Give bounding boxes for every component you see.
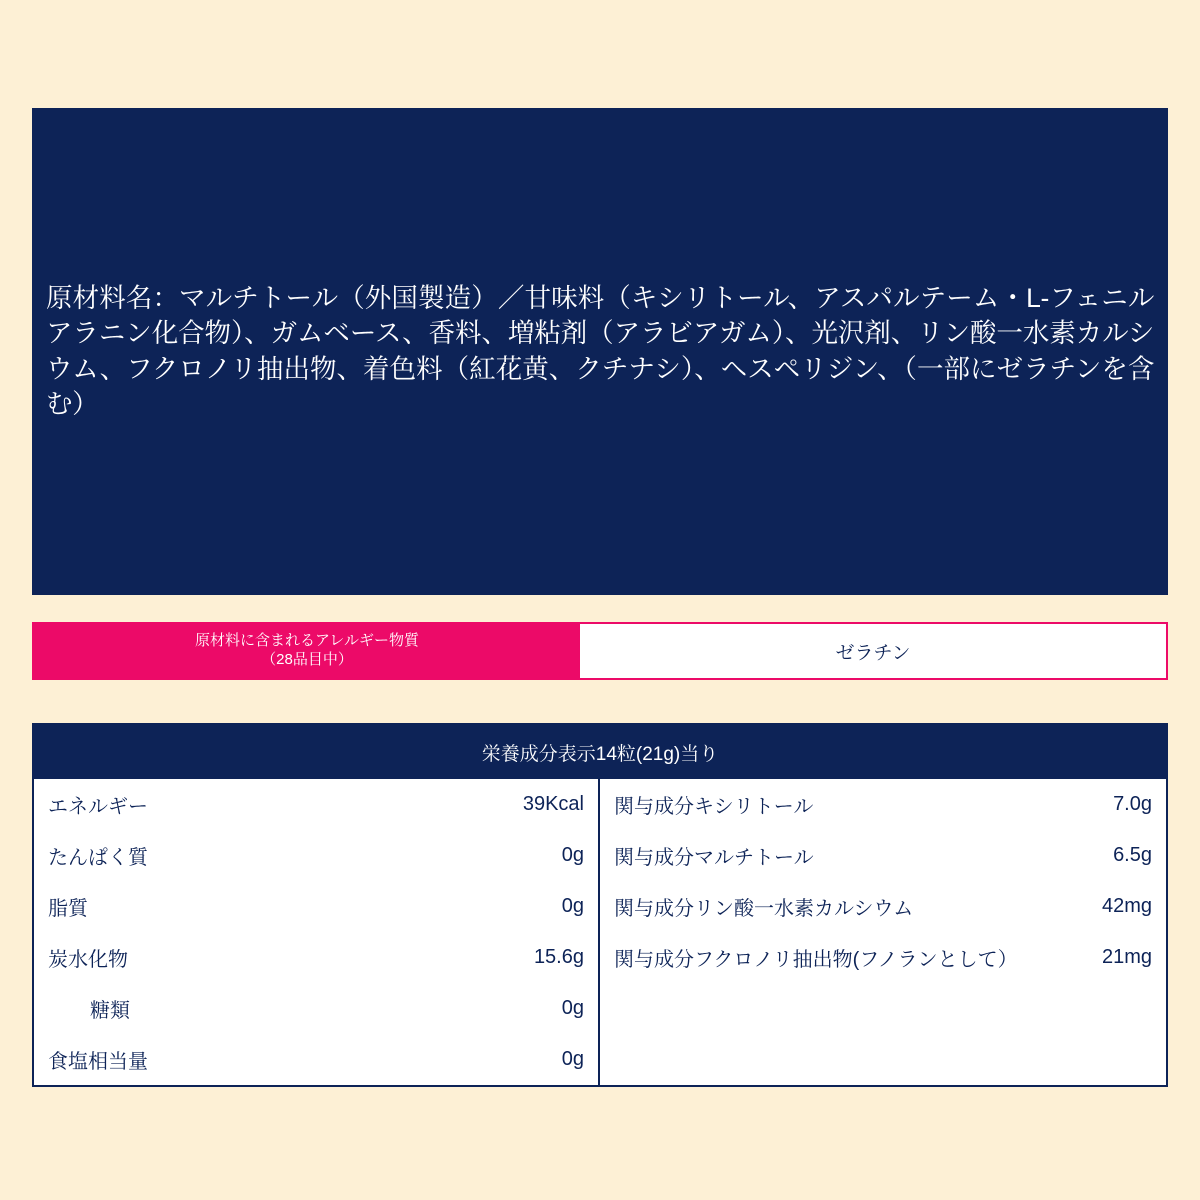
- nutrient-value: 21mg: [1101, 946, 1152, 968]
- nutrition-table: [32, 723, 1168, 1087]
- nutrient-value: 0g: [561, 997, 584, 1019]
- table-row: [34, 983, 598, 1034]
- table-row: [600, 932, 1166, 983]
- nutrient-name: 食塩相当量: [48, 1051, 148, 1073]
- nutrient-name: 糖類: [90, 1000, 130, 1022]
- nutrient-value: 15.6g: [533, 946, 584, 968]
- nutrient-value: 39Kcal: [522, 793, 584, 815]
- nutrient-name: 脂質: [48, 898, 88, 920]
- nutrient-value: 0g: [561, 844, 584, 866]
- table-row: [34, 1034, 598, 1085]
- allergen-label-line1: 原材料に含まれるアレルギー物質: [194, 632, 420, 650]
- table-row: [600, 881, 1166, 932]
- nutrient-value: 6.5g: [1113, 844, 1152, 866]
- allergen-label: [34, 624, 580, 678]
- nutrient-value: 7.0g: [1113, 793, 1152, 815]
- nutrient-name: 関与成分キシリトール: [614, 796, 814, 818]
- ingredients-text: 原材料名：マルチトール（外国製造）／甘味料（キシリトール、アスパルテーム・L-フェニルアラニン化合物）、ガムベース、香料、増粘剤（アラビアガム）、光沢剤、リン酸一水素カルシウム、フクロノリ抽出物、着色料（紅花黄、クチナシ）、ヘスペリジン、（一部にゼラチンを含む）: [46, 283, 1154, 419]
- nutrition-table-body: [34, 779, 1166, 1085]
- nutrient-value: 42mg: [1101, 895, 1152, 917]
- nutrition-column-functional: [600, 779, 1166, 1085]
- nutrient-name: 関与成分リン酸一水素カルシウム: [614, 898, 914, 920]
- nutrient-name: たんぱく質: [48, 847, 148, 869]
- allergen-row: [32, 622, 1168, 680]
- nutrient-value: 0g: [561, 1048, 584, 1070]
- table-row: [34, 830, 598, 881]
- allergen-value: ゼラチン: [580, 624, 1166, 678]
- table-row: [34, 932, 598, 983]
- nutrition-table-title: 栄養成分表示14粒(21g)当り: [34, 725, 1166, 779]
- table-row: [600, 779, 1166, 830]
- table-row: [600, 830, 1166, 881]
- table-row: [34, 881, 598, 932]
- nutrition-column-basic: [34, 779, 600, 1085]
- nutrient-name: 関与成分マルチトール: [614, 847, 814, 869]
- nutrient-name: エネルギー: [48, 796, 148, 818]
- allergen-label-line2: （28品目中）: [261, 651, 353, 668]
- nutrient-name: 炭水化物: [48, 949, 128, 971]
- nutrient-value: 0g: [561, 895, 584, 917]
- ingredients-panel: [32, 108, 1168, 595]
- table-row: [34, 779, 598, 830]
- nutrient-name: 関与成分フクロノリ抽出物(フノランとして）: [614, 949, 1018, 971]
